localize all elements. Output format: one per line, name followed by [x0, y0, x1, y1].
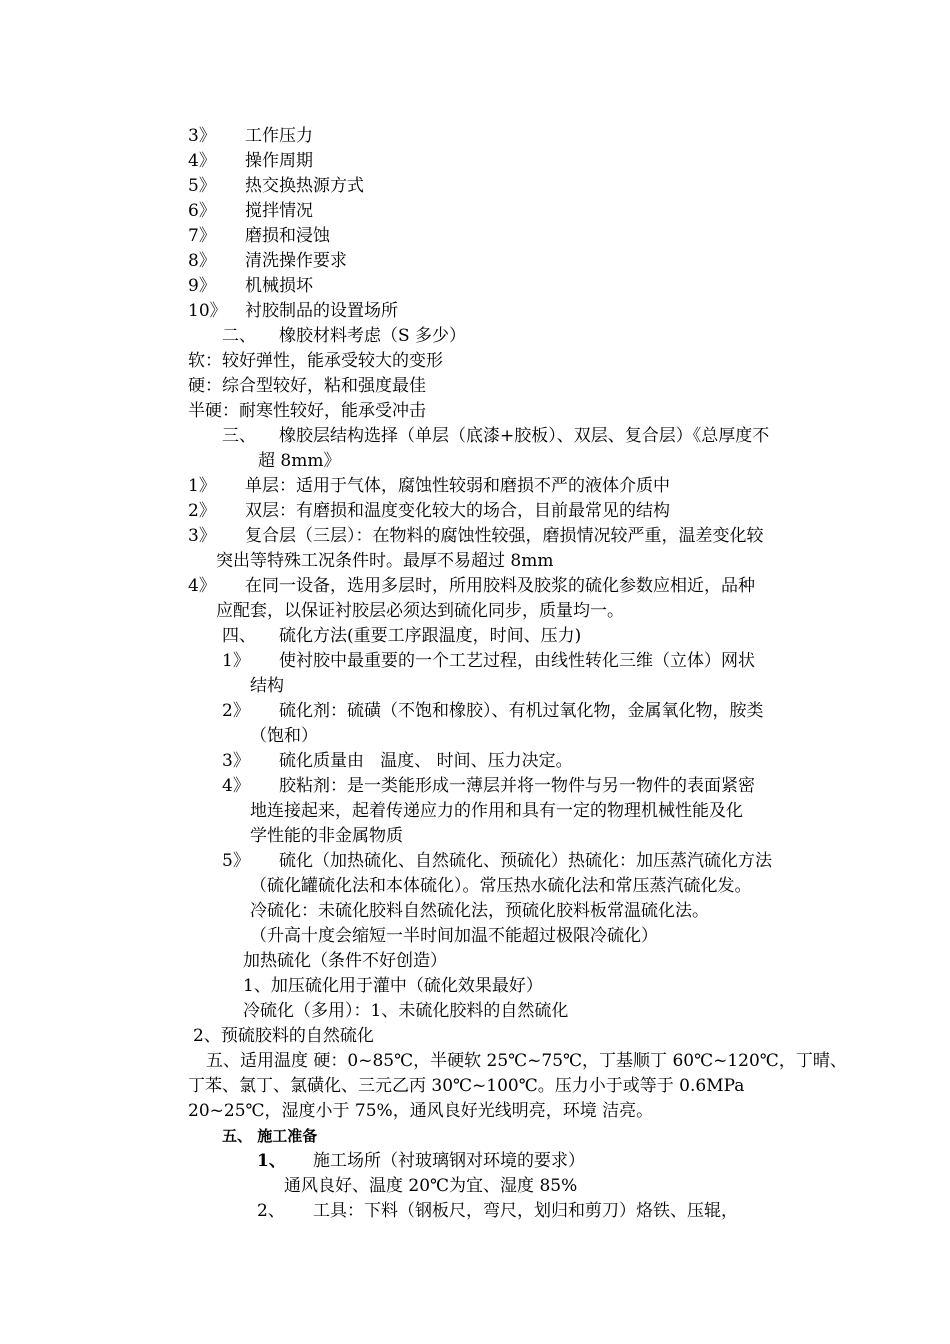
section-heading: 五、 施工准备: [222, 1127, 318, 1145]
list-item-cont: 突出等特殊工况条件时。最厚不易超过 8mm: [216, 551, 554, 571]
list-item-cont: （饱和）: [250, 726, 318, 746]
list-item: 清洗操作要求: [245, 251, 347, 271]
list-number: 1、: [257, 1151, 286, 1171]
section-heading: 橡胶材料考虑（S 多少）: [279, 326, 467, 346]
list-item: 工作压力: [245, 126, 313, 146]
list-number: 10》: [188, 301, 227, 321]
list-item: 搅拌情况: [245, 201, 313, 221]
list-item-cont: （升高十度会缩短一半时间加温不能超过极限冷硫化）: [250, 926, 658, 946]
list-item-cont: 地连接起来，起着传递应力的作用和具有一定的物理机械性能及化: [250, 801, 743, 821]
list-number: 2》: [188, 501, 216, 521]
paragraph: 丁苯、氯丁、氯磺化、三元乙丙 30℃~100℃。压力小于或等于 0.6MPa: [188, 1076, 745, 1096]
list-item: 硫化质量由 温度、 时间、压力决定。: [279, 751, 573, 771]
paragraph: 1、加压硫化用于灌中（硫化效果最好）: [243, 976, 543, 996]
list-item: 磨损和浸蚀: [245, 226, 330, 246]
list-number: 3》: [188, 126, 216, 146]
list-number: 2、: [257, 1201, 285, 1221]
list-item: 工具：下料（钢板尺，弯尺，划归和剪刀）烙铁、压辊，: [313, 1201, 738, 1221]
paragraph: 2、预硫胶料的自然硫化: [193, 1026, 374, 1046]
paragraph: 半硬：耐寒性较好，能承受冲击: [188, 401, 426, 421]
list-number: 5》: [188, 176, 216, 196]
list-item: 复合层（三层）：在物料的腐蚀性较强，磨损情况较严重，温差变化较: [245, 526, 764, 546]
list-number: 2》: [222, 701, 250, 721]
list-number: 4》: [222, 776, 250, 796]
section-number: 二、: [222, 326, 256, 346]
list-item-cont: 通风良好、温度 20℃为宜、湿度 85%: [284, 1176, 578, 1196]
list-item-cont: 应配套，以保证衬胶层必须达到硫化同步，质量均一。: [216, 601, 624, 621]
paragraph: 20~25℃，湿度小于 75%，通风良好光线明亮，环境 洁亮。: [188, 1101, 654, 1121]
paragraph: 五、适用温度 硬：0~85℃，半硬软 25℃~75℃，丁基顺丁 60℃~120℃，丁晴、: [206, 1051, 847, 1071]
section-number: 三、: [222, 426, 256, 446]
list-number: 3》: [222, 751, 250, 771]
list-item: 衬胶制品的设置场所: [245, 301, 398, 321]
list-number: 8》: [188, 251, 216, 271]
list-item-cont: （硫化罐硫化法和本体硫化）。常压热水硫化法和常压蒸汽硫化发。: [250, 876, 752, 896]
section-heading: 硫化方法(重要工序跟温度，时间、压力): [279, 626, 582, 646]
list-number: 6》: [188, 201, 216, 221]
list-item-cont: 冷硫化：未硫化胶料自然硫化法，预硫化胶料板常温硫化法。: [250, 901, 709, 921]
list-number: 1》: [222, 651, 250, 671]
list-item: 热交换热源方式: [245, 176, 364, 196]
section-heading: 橡胶层结构选择（单层（底漆+胶板）、双层、复合层）《总厚度不: [279, 426, 770, 446]
list-number: 4》: [188, 576, 216, 596]
list-item: 双层：有磨损和温度变化较大的场合，目前最常见的结构: [245, 501, 670, 521]
list-number: 7》: [188, 226, 216, 246]
list-item: 胶粘剂：是一类能形成一薄层并将一物件与另一物件的表面紧密: [279, 776, 755, 796]
list-number: 5》: [222, 851, 250, 871]
list-item: 使衬胶中最重要的一个工艺过程，由线性转化三维（立体）网状: [279, 651, 755, 671]
list-item: 硫化（加热硫化、自然硫化、预硫化）热硫化：加压蒸汽硫化方法: [279, 851, 772, 871]
list-item: 硫化剂：硫磺（不饱和橡胶）、有机过氧化物，金属氧化物，胺类: [279, 701, 764, 721]
list-number: 3》: [188, 526, 216, 546]
section-number: 四、: [222, 626, 256, 646]
list-number: 4》: [188, 151, 216, 171]
list-item: 在同一设备，选用多层时，所用胶料及胶浆的硫化参数应相近，品种: [245, 576, 755, 596]
list-item-cont: 结构: [250, 676, 284, 696]
list-item: 单层：适用于气体，腐蚀性较弱和磨损不严的液体介质中: [245, 476, 670, 496]
section-heading-cont: 超 8mm》: [258, 451, 341, 471]
paragraph: 冷硫化（多用）：1、未硫化胶料的自然硫化: [243, 1001, 569, 1021]
list-number: 9》: [188, 276, 216, 296]
paragraph: 软：较好弹性，能承受较大的变形: [188, 351, 443, 371]
paragraph: 加热硫化（条件不好创造）: [243, 951, 447, 971]
list-item: 机械损坏: [245, 276, 313, 296]
paragraph: 硬：综合型较好，粘和强度最佳: [188, 376, 426, 396]
list-item-cont: 学性能的非金属物质: [250, 826, 403, 846]
list-number: 1》: [188, 476, 216, 496]
list-item: 施工场所（衬玻璃钢对环境的要求）: [313, 1151, 585, 1171]
list-item: 操作周期: [245, 151, 313, 171]
